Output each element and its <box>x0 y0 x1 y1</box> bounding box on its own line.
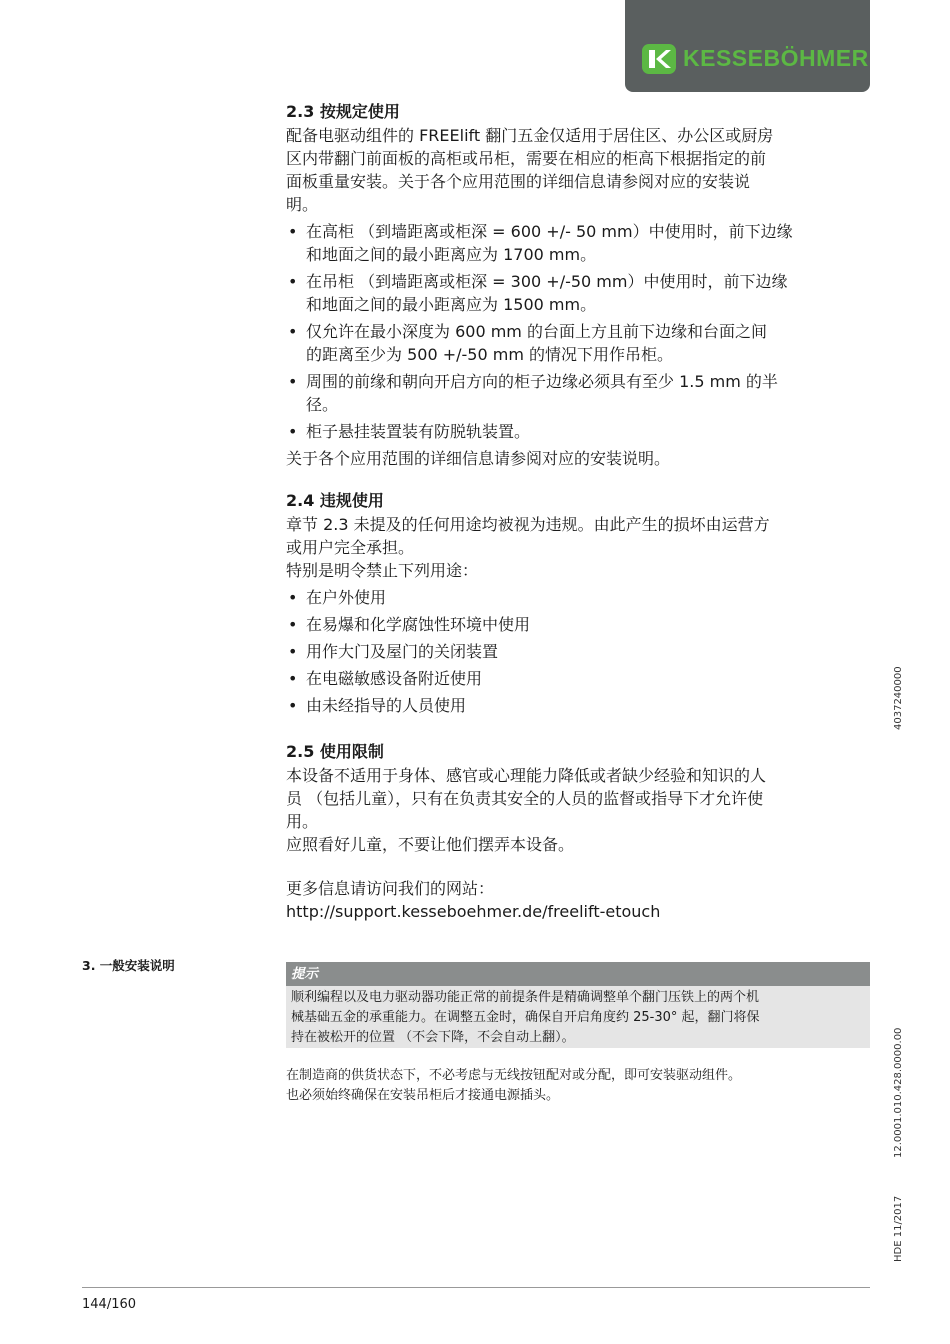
list-item: • 柜子悬挂装置装有防脱轨装置。 <box>288 422 531 441</box>
section-2-5 <box>286 740 870 923</box>
outro-text: 关于各个应用范围的详细信息请参阅对应的安装说明。 <box>286 449 671 468</box>
list-item: • 在电磁敏感设备附近使用 <box>288 669 483 688</box>
note-line: 械基础五金的承重能力。在调整五金时，确保自开启角度约 25-30° 起，翻门将保 <box>291 1010 760 1025</box>
note-body <box>286 986 870 1048</box>
kesseboehmer-logo-icon <box>642 44 676 74</box>
body-line: 应照看好儿童，不要让他们摆弄本设备。 <box>286 835 575 854</box>
note-line: 顺利编程以及电力驱动器功能正常的前提条件是精确调整单个翻门压铁上的两个机 <box>291 990 760 1005</box>
list-item: • 由未经指导的人员使用 <box>288 696 467 715</box>
support-link[interactable]: http://support.kesseboehmer.de/freelift-etouch <box>286 902 661 921</box>
section-3-heading: 3. 一般安装说明 <box>82 958 175 973</box>
list-item: • 仅允许在最小深度为 600 mm 的台面上方且前下边缘和台面之间 的距离至少为 500 +/-50 mm 的情况下用作吊柜。 <box>288 322 767 364</box>
list-item: • 用作大门及屋门的关闭装置 <box>288 642 499 661</box>
intro-line: 特别是明令禁止下列用途： <box>286 561 479 580</box>
body-line: 在制造商的供货状态下，不必考虑与无线按钮配对或分配，即可安装驱动组件。 <box>286 1068 742 1083</box>
body-line: 本设备不适用于身体、感官或心理能力降低或者缺少经验和知识的人 <box>286 766 767 785</box>
list-item: • 在高柜 （到墙距离或柜深 = 600 +/- 50 mm）中使用时，前下边缘 和地面之间的最小距离应为 1700 mm。 <box>288 222 793 264</box>
side-code: 4037240000 <box>893 666 904 730</box>
note-header: 提示 <box>286 962 870 986</box>
list-item: • 周围的前缘和朝向开启方向的柜子边缘必须具有至少 1.5 mm 的半 径。 <box>288 372 778 414</box>
note-line: 持在被松开的位置 （不会下降，不会自动上翻）。 <box>291 1030 575 1045</box>
brand-name: KESSEBÖHMER <box>683 45 869 71</box>
body-line: 用。 <box>286 812 319 831</box>
footer-divider <box>82 1287 870 1288</box>
side-date: HDE 11/2017 <box>893 1195 904 1262</box>
section-2-3 <box>286 100 870 470</box>
usage-list <box>286 220 870 443</box>
more-info-text: 更多信息请访问我们的网站： <box>286 879 495 898</box>
list-item: • 在户外使用 <box>288 588 387 607</box>
intro-line: 章节 2.3 未提及的任何用途均被视为违规。由此产生的损坏由运营方 <box>286 515 770 534</box>
body-line: 也必须始终确保在安装吊柜后才接通电源插头。 <box>286 1088 560 1103</box>
intro-line: 或用户完全承担。 <box>286 538 415 557</box>
section-2-4 <box>286 489 870 721</box>
section-title: 2.4 违规使用 <box>286 491 384 510</box>
intro-line: 配备电驱动组件的 FREElift 翻门五金仅适用于居住区、办公区或厨房 <box>286 126 774 145</box>
installation-text <box>286 1066 870 1106</box>
prohibited-list <box>286 586 870 717</box>
list-item: • 在易爆和化学腐蚀性环境中使用 <box>288 615 531 634</box>
section-title: 2.5 使用限制 <box>286 742 384 761</box>
body-line: 员 （包括儿童），只有在负责其安全的人员的监督或指导下才允许使 <box>286 789 764 808</box>
page-number: 144/160 <box>82 1297 137 1312</box>
intro-line: 明。 <box>286 195 319 214</box>
intro-line: 面板重量安装。关于各个应用范围的详细信息请参阅对应的安装说 <box>286 172 751 191</box>
section-title: 2.3 按规定使用 <box>286 102 400 121</box>
list-item: • 在吊柜 （到墙距离或柜深 = 300 +/-50 mm）中使用时，前下边缘 和地面之间的最小距离应为 1500 mm。 <box>288 272 788 314</box>
intro-line: 区内带翻门前面板的高柜或吊柜，需要在相应的柜高下根据指定的前 <box>286 149 767 168</box>
side-doc-number: 12.0001.010.428.0000.00 <box>893 1027 904 1158</box>
